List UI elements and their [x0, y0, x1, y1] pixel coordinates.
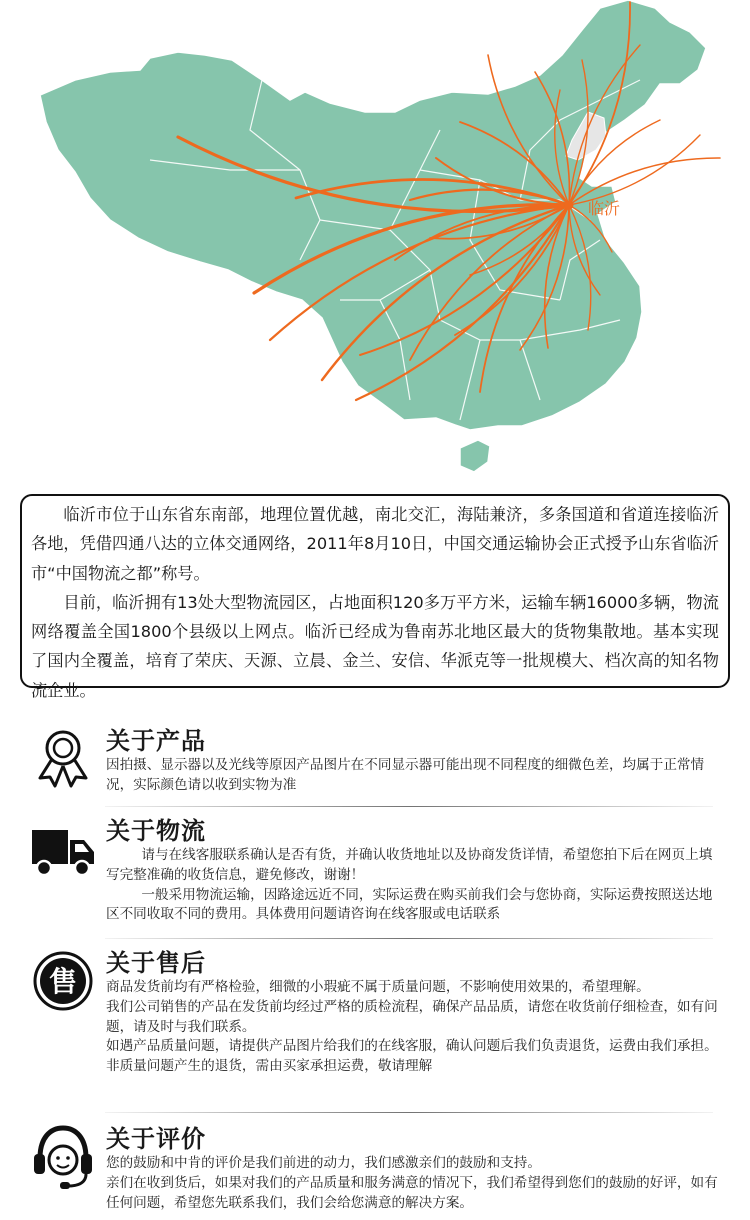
delivery-truck-icon: [30, 820, 96, 886]
section-body-aftersales: [106, 978, 720, 1077]
section-title-review: 关于评价: [106, 1125, 206, 1153]
section-logistics: [0, 816, 750, 936]
product-line-1: 因拍摄、显示器以及光线等原因产品图片在不同显示器可能出现不同程度的细微色差，均属于正常情况，实际颜色请以收到实物为准: [106, 757, 705, 793]
intro-box: [20, 494, 730, 700]
city-label: 临沂: [588, 201, 621, 218]
aftersales-line-3: 如遇产品质量问题，请提供产品图片给我们的在线客服，确认问题后我们负责退货，运费由我们承担。非质量问题产生的退货，需由买家承担运费，敬请理解: [106, 1038, 718, 1075]
logistics-line-2: 一般采用物流运输，因路途远近不同，实际运费在购买前我们会与您协商，实际运费按照送达地区不同收取不同的费用。具体费用问题请咨询在线客服或电话联系: [106, 886, 713, 923]
section-aftersales: [0, 948, 750, 1108]
section-review: [0, 1124, 750, 1220]
section-body-logistics: [106, 846, 720, 925]
section-body-review: [106, 1154, 720, 1213]
linyi-hub-marker: [565, 201, 574, 210]
hainan-island: [460, 440, 490, 472]
section-body-product: [106, 756, 720, 796]
customer-service-headset-icon: [30, 1124, 96, 1190]
divider: [105, 1112, 713, 1113]
section-product: [0, 726, 750, 806]
review-line-1: 您的鼓励和中肯的评价是我们前进的动力，我们感激亲们的鼓励和支持。: [106, 1155, 541, 1171]
review-line-2: 亲们在收到货后，如果对我们的产品质量和服务满意的情况下，我们希望得到您们的鼓励的好评，如有任何问题，希望您先联系我们，我们会给您满意的解决方案。: [106, 1174, 718, 1211]
section-title-aftersales: 关于售后: [106, 949, 206, 977]
section-title-logistics: 关于物流: [106, 817, 206, 845]
divider: [105, 938, 713, 939]
logistics-map: [0, 0, 750, 490]
aftersales-line-2: 我们公司销售的产品在发货前均经过严格的质检流程，确保产品品质，请您在收货前仔细检查，如有问题，请及时与我们联系。: [106, 998, 718, 1035]
aftersales-badge-icon: [30, 948, 96, 1014]
intro-paragraph-2: 目前，临沂拥有13处大型物流园区，占地面积120多万平方米，运输车辆16000多辆，物流网络覆盖全国1800个县级以上网点。临沂已经成为鲁南苏北地区最大的货物集散地。基本实现了国内全覆盖，培育了荣庆、天源、立晨、金兰、安信、华派克等一批规模大、档次高的知名物流企业。: [31, 592, 719, 700]
section-title-product: 关于产品: [106, 727, 206, 755]
aftersales-line-1: 商品发货前均有严格检验，细微的小瑕疵不属于质量问题，不影响使用效果的，希望理解。: [106, 979, 650, 995]
divider: [105, 806, 713, 807]
aftersales-badge-char: 售: [48, 965, 78, 998]
intro-paragraph-1: 临沂市位于山东省东南部，地理位置优越，南北交汇，海陆兼济，多条国道和省道连接临沂各地，凭借四通八达的立体交通网络，2011年8月10日，中国交通运输协会正式授予山东省临沂市“中国物流之都”称号。: [31, 505, 719, 583]
award-ribbon-icon: [30, 726, 96, 792]
logistics-line-1: 请与在线客服联系确认是否有货，并确认收货地址以及协商发货详情，希望您拍下后在网页上填写完整准确的收货信息，避免修改，谢谢！: [106, 847, 713, 883]
